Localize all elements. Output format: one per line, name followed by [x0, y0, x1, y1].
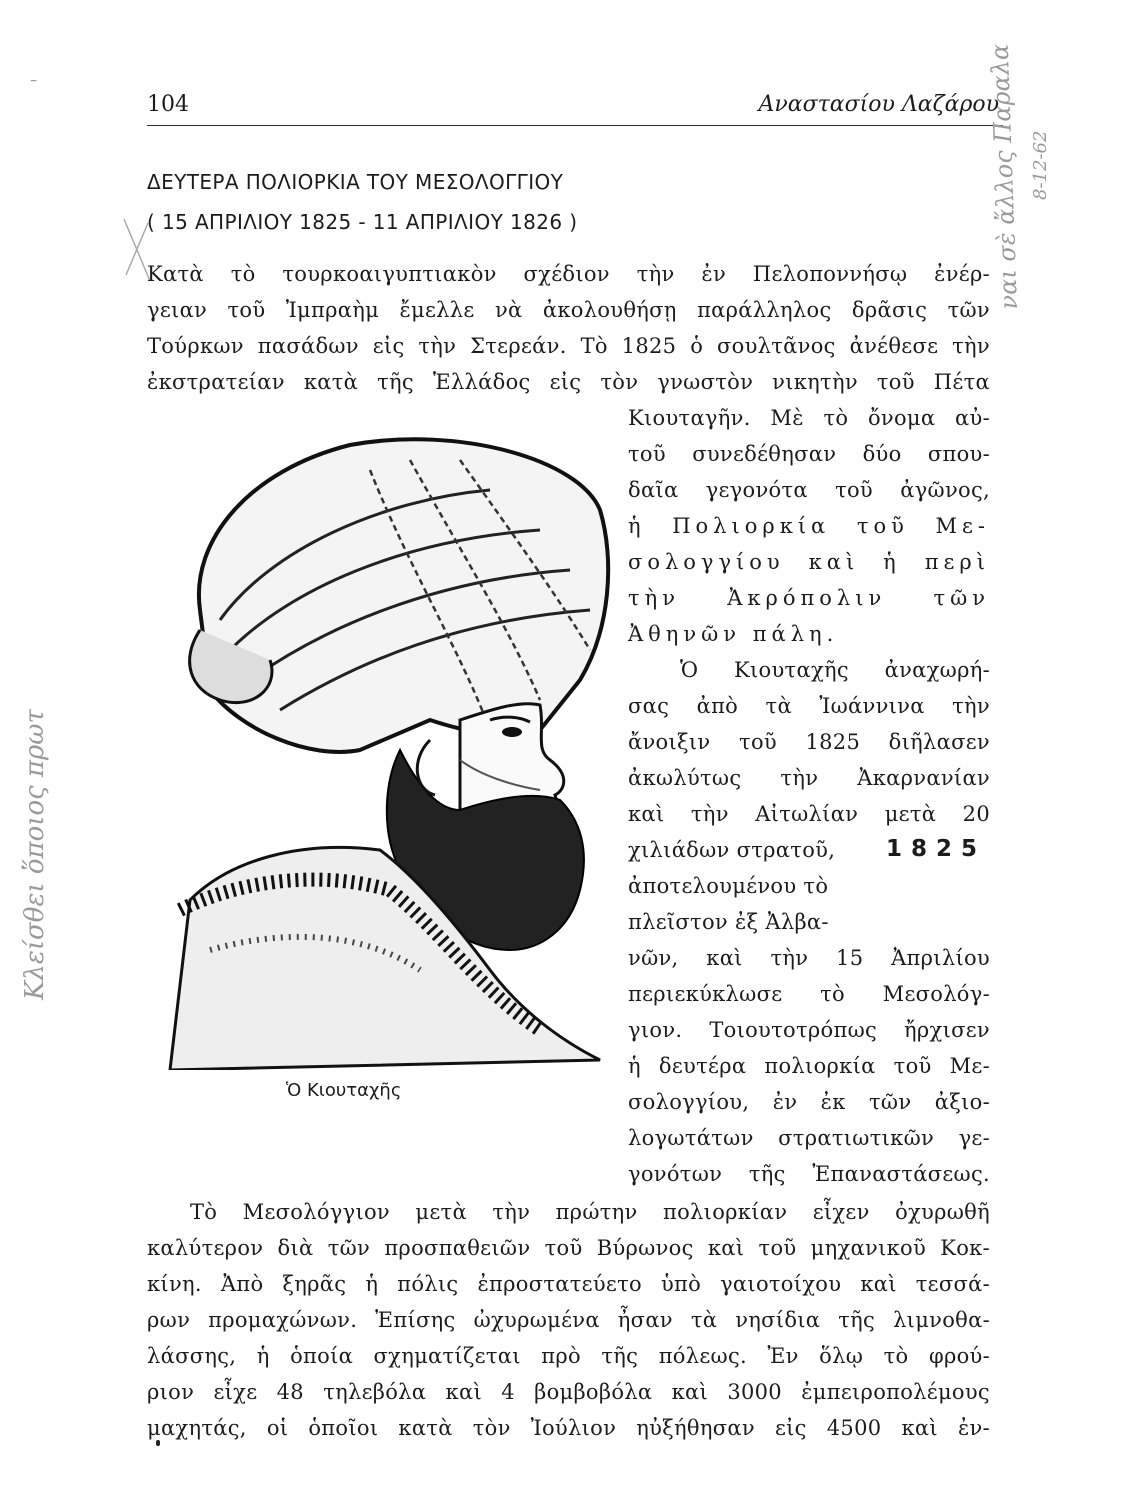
para2-line-3: κίνη. Ἀπὸ ξηρᾶς ἡ πόλις ἐπροστατεύετο ὑπὸ γαιοτοίχου καὶ τεσσά- [147, 1272, 990, 1296]
portrait-caption: Ὁ Κιουταχῆς [286, 1080, 402, 1101]
column-line-11: ἀκωλύτως τὴν Ἀκαρνανίαν [628, 766, 990, 790]
para2-line-4: ρων προμαχώνων. Ἐπίσης ὠχυρωμένα ἦσαν τὰ νησίδια τῆς λιμνοθα- [147, 1308, 990, 1332]
margin-note-right: ναι σὲ ἄλλος Παραλα [985, 43, 1023, 311]
para1-line-1: Κατὰ τὸ τουρκοαιγυπτιακὸν σχέδιον τὴν ἐν Πελοποννήσῳ ἐνέρ- [147, 262, 990, 286]
column-line-12: καὶ τὴν Αἰτωλίαν μετὰ 20 [628, 802, 990, 826]
column-line-21: λογωτάτων στρατιωτικῶν γε- [628, 1126, 990, 1150]
portrait-illustration [160, 430, 620, 1070]
column-line-13: χιλιάδων στρατοῦ, [628, 838, 836, 862]
header-rule [147, 125, 1003, 126]
column-line-18: γιον. Τοιουτοτρόπως ἤρχισεν [628, 1018, 990, 1042]
column-line-19: ἡ δευτέρα πολιορκία τοῦ Με- [628, 1054, 990, 1078]
para2-line-2: καλύτερον διὰ τῶν προσπαθειῶν τοῦ Βύρωνος καὶ τοῦ μηχανικοῦ Κοκ- [147, 1236, 990, 1260]
column-line-8: Ὁ Κιουταχῆς ἀναχωρή- [680, 658, 990, 682]
running-header-author: Αναστασίου Λαζάρου [758, 92, 999, 117]
column-line-15: πλεῖστον ἐξ Ἀλβα- [628, 910, 829, 934]
page-number: 104 [147, 92, 189, 117]
column-line-14: ἀποτελουμένου τὸ [628, 874, 829, 898]
para1-line-2: γειαν τοῦ Ἰμπραὴμ ἔμελλε νὰ ἀκολουθήσῃ παράλληλος δρᾶσις τῶν [147, 298, 990, 322]
para2-line-5: λάσσης, ἡ ὁποία σχηματίζεται πρὸ τῆς πόλεως. Ἐν ὅλῳ τὸ φρού- [147, 1344, 990, 1368]
para2-line-7: μαχητάς, οἱ ὁποῖοι κατὰ τὸν Ἰούλιον ηὐξήθησαν εἰς 4500 καὶ ἐν- [147, 1416, 990, 1440]
column-line-6: τὴν Ἀκρόπολιν τῶν [628, 586, 990, 610]
chapter-dates: ( 15 ΑΠΡΙΛΙΟΥ 1825 - 11 ΑΠΡΙΛΙΟΥ 1826 ) [147, 210, 578, 234]
side-year: 1825 [886, 836, 987, 862]
column-line-2: τοῦ συνεδέθησαν δύο σπου- [628, 442, 990, 466]
column-line-10: ἄνοιξιν τοῦ 1825 διῆλασεν [628, 730, 990, 754]
ink-dot [156, 1440, 160, 1446]
margin-note-left: Κλείσθει ὅποιος πρωτ [20, 709, 50, 1000]
column-line-7: Ἀθηνῶν πάλη. [628, 622, 839, 646]
column-line-4: ἡ Πολιορκία τοῦ Με- [628, 514, 990, 538]
column-line-20: σολογγίου, ἐν ἐκ τῶν ἀξιο- [628, 1090, 990, 1114]
para2-line-6: ριον εἶχε 48 τηλεβόλα καὶ 4 βομβοβόλα καὶ 3000 ἐμπειροπολέμους [147, 1380, 990, 1404]
margin-note-date: 8-12-62 [1030, 130, 1051, 200]
column-line-5: σολογγίου καὶ ἡ περὶ [628, 550, 990, 574]
column-line-9: σας ἀπὸ τὰ Ἰωάννινα τὴν [628, 694, 990, 718]
para1-line-4: ἐκστρατείαν κατὰ τῆς Ἑλλάδος εἰς τὸν γνωστὸν νικητὴν τοῦ Πέτα [147, 370, 990, 394]
column-line-22: γονότων τῆς Ἐπαναστάσεως. [628, 1162, 990, 1186]
column-line-1: Κιουταγῆν. Μὲ τὸ ὄνομα αὐ- [628, 406, 990, 430]
para1-line-3: Τούρκων πασάδων εἰς τὴν Στερεάν. Τὸ 1825 ὁ σουλτᾶνος ἀνέθεσε τὴν [147, 334, 990, 358]
corner-mark: ⁻ [30, 76, 38, 92]
column-line-16: νῶν, καὶ τὴν 15 Ἀπριλίου [628, 946, 990, 970]
para2-line-1: Τὸ Μεσολόγγιον μετὰ τὴν πρώτην πολιορκίαν εἶχεν ὀχυρωθῆ [190, 1200, 990, 1224]
column-line-3: δαῖα γεγονότα τοῦ ἀγῶνος, [628, 478, 990, 502]
chapter-title: ΔΕΥΤΕΡΑ ΠΟΛΙΟΡΚΙΑ ΤΟΥ ΜΕΣΟΛΟΓΓΙΟΥ [147, 170, 564, 194]
column-line-17: περιεκύκλωσε τὸ Μεσολόγ- [628, 982, 990, 1006]
